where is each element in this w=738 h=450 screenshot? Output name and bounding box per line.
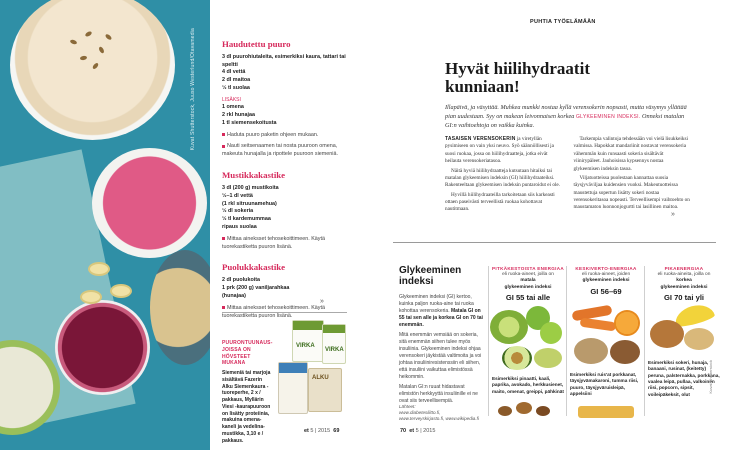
apple-image <box>540 322 562 344</box>
gi-range: GI 55 tai alle <box>505 293 551 303</box>
article-body <box>445 136 690 216</box>
recipe-title: Haudutettu puuro <box>222 39 291 49</box>
ingredient: 3 dl (200 g) mustikoita <box>222 184 279 191</box>
oat-carton: VIRKA <box>292 320 324 362</box>
gi-intro: Glykeeminen indeksi Glykeeminen indeksi (GI) kertoo, kuinka paljon ruoka-aine tai ruoka kohottaa verensokeria. Matala GI on 55 tai sen alle ja korkea GI on 70 tai enemmän. Mitä enemmän vemsiää on sokeria, sitä enemmän siihen tulee myös insuliinia. Glykeeminen indeksi ohjaa verensokeri jäykistää valtimoita ja voi johtaa insuliiniresistenssiin eli siihen, että insuliini vaikuttaa elimistössä heikommin. Matalan GI:n ruuat hidastavat elimistön herkkyyttä insuliinille ei ne ovat siis terveellisempiä. <box>399 266 485 408</box>
vertical-credit: Kuvat Shutterstock <box>708 360 713 394</box>
ingredient: ½ dl sokeria <box>222 208 254 215</box>
body-column-left: TASAISEN VERENSOKERIN ja viretyllän pysimiseen on vain yksi neuvo. Syö säännöllisesti ja suosi ruokaa, jossa on hiilihydraatteja, jotka eivät heilauta verensokeriatasoa. Näitä hyviä hiilihydraatteja kutsutaan hitaiksi tai matalan glykeemisen indeksin (GI) hiilihydraateiksi. Rakenteeltaan glykeemisen indeksin puntaroidut ei ole. Hyvillä hiilihydraateilla tarkoitetaan siis karkeasti ottaen paseivästi terveellistä ruokaa kohottavat nautitmaan. <box>445 136 560 213</box>
recipe-instruction: Haduta puuro paketin ohjeen mukaan. <box>222 132 347 140</box>
ingredient: 2 rkl hunajaa <box>222 111 255 118</box>
promo-text: Siemeniä tai marjoja sisältävä Fazerin Alku Siemenkaura -tuoreperhe, 2 x / pakkaus, Myllärin Viesi -kaurapuuroon on lisätty proteiinia, makuina omena-kaneli ja vedelina-mustikka, 3,10 e / pakkaus. <box>222 370 271 444</box>
food-photo <box>0 0 210 450</box>
column-divider <box>488 266 489 416</box>
gi-column-low: PITKÄKESTOISTA ENERGIAA eli ruoka-aineet, joilla on matala glykeeminen indeksi GI 55 tai alle Esimerkiksi pinaatti, kaali, paprika, avokado, herkkusienet, maito, omenat, greippi, pähkinät <box>492 266 564 302</box>
gi-range: GI 70 tai yli <box>663 293 705 303</box>
banana-slice <box>88 262 110 276</box>
cabbage-image <box>490 310 528 344</box>
potato-image <box>650 320 684 348</box>
ingredient: ½ tl suolaa <box>222 85 250 92</box>
article-headline: Hyvät hiilihydraatit kunniaan! <box>445 59 590 96</box>
oat-carton: VIRKA <box>322 324 346 364</box>
bread-image <box>684 328 714 350</box>
rye-bread-image <box>610 340 640 364</box>
column-divider <box>566 266 567 416</box>
porridge-image <box>574 338 608 364</box>
extras-label: LISÄKSI <box>222 96 241 103</box>
article-deck: Illapäivä, ja väsyttää. Muhkea munkki nostaa kyllä verensokerin nopsasti, mutta väsymys yllättää pian uudestaan. Syy on makean leivonnaisen korkea GLYKEEMINEN INDEKSI. Onneksi matalan GI:n vaihtoehtoja on vaikka kuinka. <box>445 104 687 129</box>
page-folio-left: et 5 | 2015 69 <box>304 428 340 434</box>
porridge-bowl-image <box>10 0 175 140</box>
lingonberry-bowl-image <box>55 300 150 395</box>
continue-arrow: » <box>671 211 675 218</box>
section-tag: PUHTIA TYÖELÄMÄÄN <box>530 19 596 25</box>
ingredient: 1 prk (200 g) vaniljarahkaa <box>222 285 290 292</box>
ingredient: 1 tl siemensekoitusta <box>222 119 277 126</box>
recipe-column <box>222 38 347 330</box>
gi-examples: Esimerkiksi sokeri, hunaja, banaani, rusinat, (keitetty) peruna, palsternakka, porkkana, vaalea leipä, pullaa, valkoinen riisi, popcorn, sipsit, voileipäkeksit, olut <box>648 360 720 397</box>
ingredient: 3 dl puurohiutaleita, esimerkiksi kaura, tattari tai speltti <box>222 53 346 68</box>
gi-column-medium: KESKIVERTO-ENERGIAA eli ruoka-aineet, joiden glykeeminen indeksi GI 56–69 Esimerkiksi ruis'at porkkanat, täysjyvämakaroni, tumma riisi, puuro, täysjyväruisleipä, appelsiini <box>570 266 642 296</box>
gi-range: GI 56–69 <box>590 286 622 296</box>
recipe-title: Puolukkakastike <box>222 262 286 273</box>
avocado-image <box>502 346 532 370</box>
berry-smoothie-bowl-image <box>92 148 207 258</box>
nut-image <box>498 406 512 416</box>
recipe-instruction: Mittaa aineksset tehosekoittimeen. Käytä tuorekastiketta puuron lisänä. <box>222 304 325 319</box>
continue-arrow: » <box>320 298 324 305</box>
product-promo <box>222 340 274 444</box>
recipe-blueberry <box>222 169 347 251</box>
ingredient: (hunajaa) <box>222 292 246 299</box>
deck-keyword: GLYKEEMINEN INDEKSI. <box>575 113 641 120</box>
body-column-right: Tarkempia valintoja tehdessään voi vielä lisukkeiksi valmissa. Hapokkat mandariinit nostavat verensokeria vähemmän kuin runsaasti sokeria sisältävät viinirypäleet. Jauhoisissa kypsennys nostaa glykeemisen indeksin tasoa. Viljatuotteissa puolestaan kannattaa suosia täysjyväviljaa kuidensien vuoksi. Makeutuotteissa maustettuja sopertun lisätty sokeri nostaa verensokeritasoa nopeasti. Terveellisempi vaihtoehto on maustamaton luonnonjogurtti tai lasillinen maitoa. <box>573 136 690 211</box>
page-folio-right: 70 et 5 | 2015 <box>400 428 436 434</box>
recipe-instruction: Mittaa aineksset tehosekoittimeen. Käytä tuorekastiketta puuron lisänä. <box>222 235 325 250</box>
cereal-package: ALKU <box>308 368 342 412</box>
column-divider <box>644 266 645 416</box>
banana-slice <box>110 284 132 298</box>
ingredient: ½ tl kardemummaa <box>222 216 271 223</box>
porridge-package <box>278 362 308 414</box>
seed-bowl-image <box>150 250 210 365</box>
ingredient: 2 dl puolukoita <box>222 277 261 284</box>
ingredient: ripaus suolaa <box>222 224 257 230</box>
gi-examples: Esimerkiksi ruis'at porkkanat, täysjyvämakaroni, tumma riisi, puuro, täysjyväruisleipä, appelsiini <box>570 372 639 397</box>
gi-title: Glykeeminen indeksi <box>399 265 462 287</box>
ingredient: (1 rkl sitruunamehua) <box>222 200 277 207</box>
recipe-porridge <box>222 38 347 159</box>
ingredient: 2 dl maitoa <box>222 77 251 84</box>
nut-image <box>516 402 532 414</box>
orange-image <box>614 310 640 336</box>
product-cartons-image <box>278 318 348 413</box>
section-divider <box>222 312 347 313</box>
promo-heading: PUURONTUUNAUS-JOISSA ON HÖVSTEET MUKANA <box>222 340 273 367</box>
sources: Lähteet: www.diabetesliitto.fi, www.terveyskirjasto.fi, www.wikipedia.fi <box>399 404 479 422</box>
recipe-title: Mustikkakastike <box>222 170 286 181</box>
photo-credit: Kuvat Shutterstock, Juuso Westerlund/Otavamedia <box>190 28 196 151</box>
banana-slice <box>80 290 102 304</box>
ingredient: 1 omena <box>222 104 244 111</box>
ingredient: ½–1 dl vettä <box>222 192 253 199</box>
ingredient: 4 dl vettä <box>222 69 246 76</box>
nut-image <box>536 406 550 416</box>
recipe-instruction: Nauti seitsenaamen tai nosta puuroon omena, makeuta hunajalla ja ripottele puuroon siemeniä. <box>222 143 338 158</box>
pear-image <box>534 348 562 368</box>
gi-column-high: PIKAENERGIAA eli ruoka-aineita, joilla on korkea glykeeminen indeksi GI 70 tai yli Esimerkiksi sokeri, hunaja, banaani, rusinat, (keitetty) peruna, palsternakka, porkkana, vaalea leipä, pullaa, valkoinen riisi, popcorn, sipsit, voileipäkeksit, olut <box>648 266 720 397</box>
pasta-image <box>578 406 634 418</box>
gi-examples: Esimerkiksi pinaatti, kaali, paprika, avokado, herkkusienet, maito, omenat, greippi, pähkinät <box>492 376 564 394</box>
